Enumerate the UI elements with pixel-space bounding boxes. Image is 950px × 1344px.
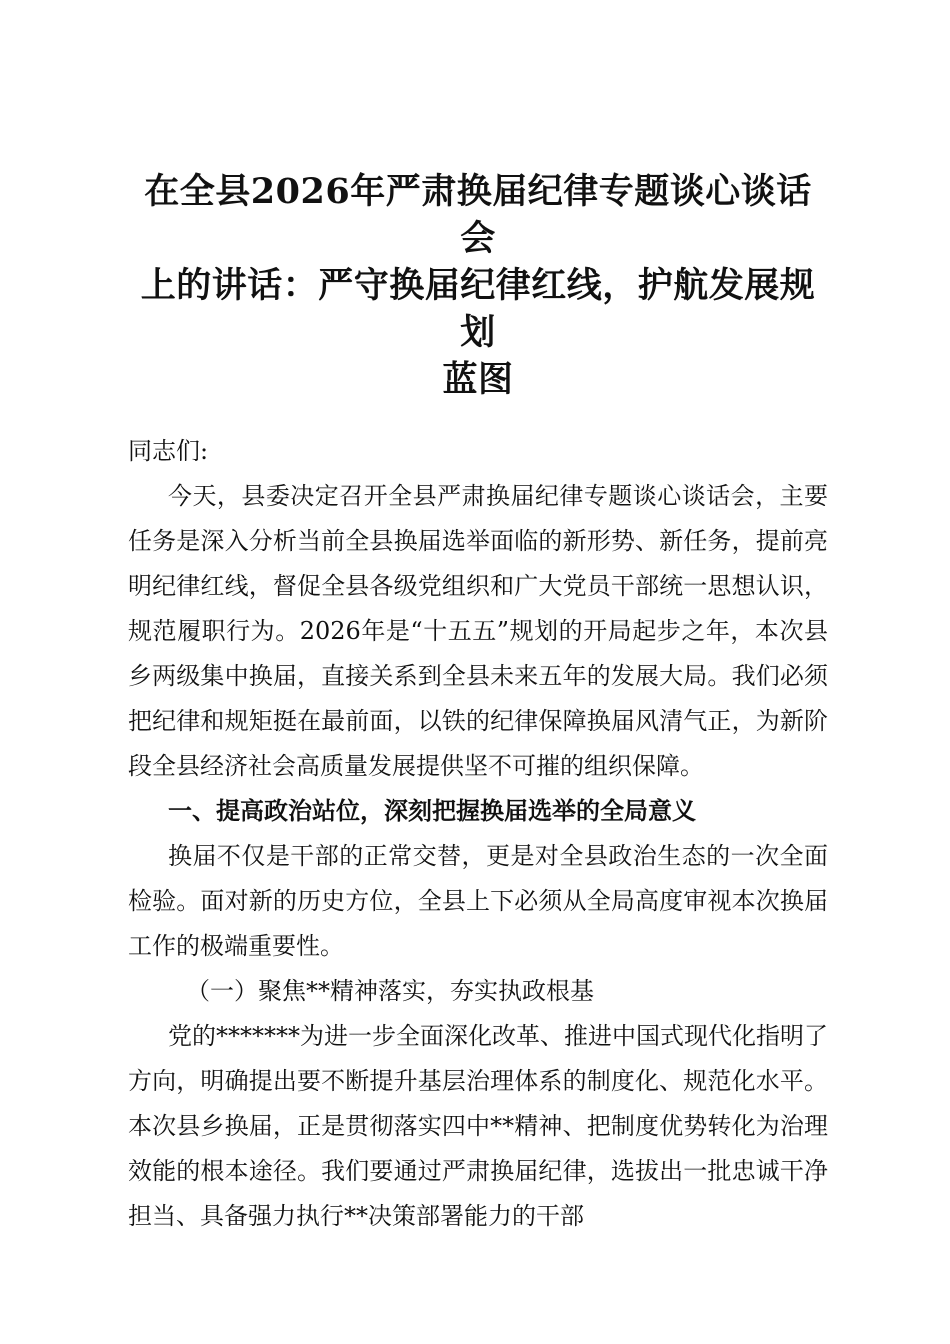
title-line-1: 在全县2026年严肃换届纪律专题谈心谈话会	[144, 171, 812, 259]
title-line-3: 蓝图	[442, 359, 514, 400]
title-line-2: 上的讲话：严守换届纪律红线，护航发展规划	[140, 265, 816, 353]
subsection-heading-1: （一）聚焦**精神落实，夯实执政根基	[186, 977, 594, 1005]
section-1-paragraph: 换届不仅是干部的正常交替，更是对全县政治生态的一次全面检验。面对新的历史方位，全县上下必须从全局高度审视本次换届工作的极端重要性。	[128, 842, 828, 960]
intro-paragraph: 今天，县委决定召开全县严肃换届纪律专题谈心谈话会，主要任务是深入分析当前全县换届选举面临的新形势、新任务，提前亮明纪律红线，督促全县各级党组织和广大党员干部统一思想认识，规范履职行为。2026年是“十五五”规划的开局起步之年，本次县乡两级集中换届，直接关系到全县未来五年的发展大局。我们必须把纪律和规矩挺在最前面，以铁的纪律保障换届风清气正，为新阶段全县经济社会高质量发展提供坚不可摧的组织保障。	[128, 482, 828, 780]
subsection-1-paragraph: 党的*******为进一步全面深化改革、推进中国式现代化指明了方向，明确提出要不断提升基层治理体系的制度化、规范化水平。本次县乡换届，正是贯彻落实四中**精神、把制度优势转化为治理效能的根本途径。我们要通过严肃换届纪律，选拔出一批忠诚干净担当、具备强力执行**决策部署能力的干部	[128, 1022, 828, 1230]
greeting: 同志们:	[128, 437, 209, 465]
document-title	[128, 168, 828, 403]
section-heading-1: 一、提高政治站位，深刻把握换届选举的全局意义	[168, 797, 696, 825]
